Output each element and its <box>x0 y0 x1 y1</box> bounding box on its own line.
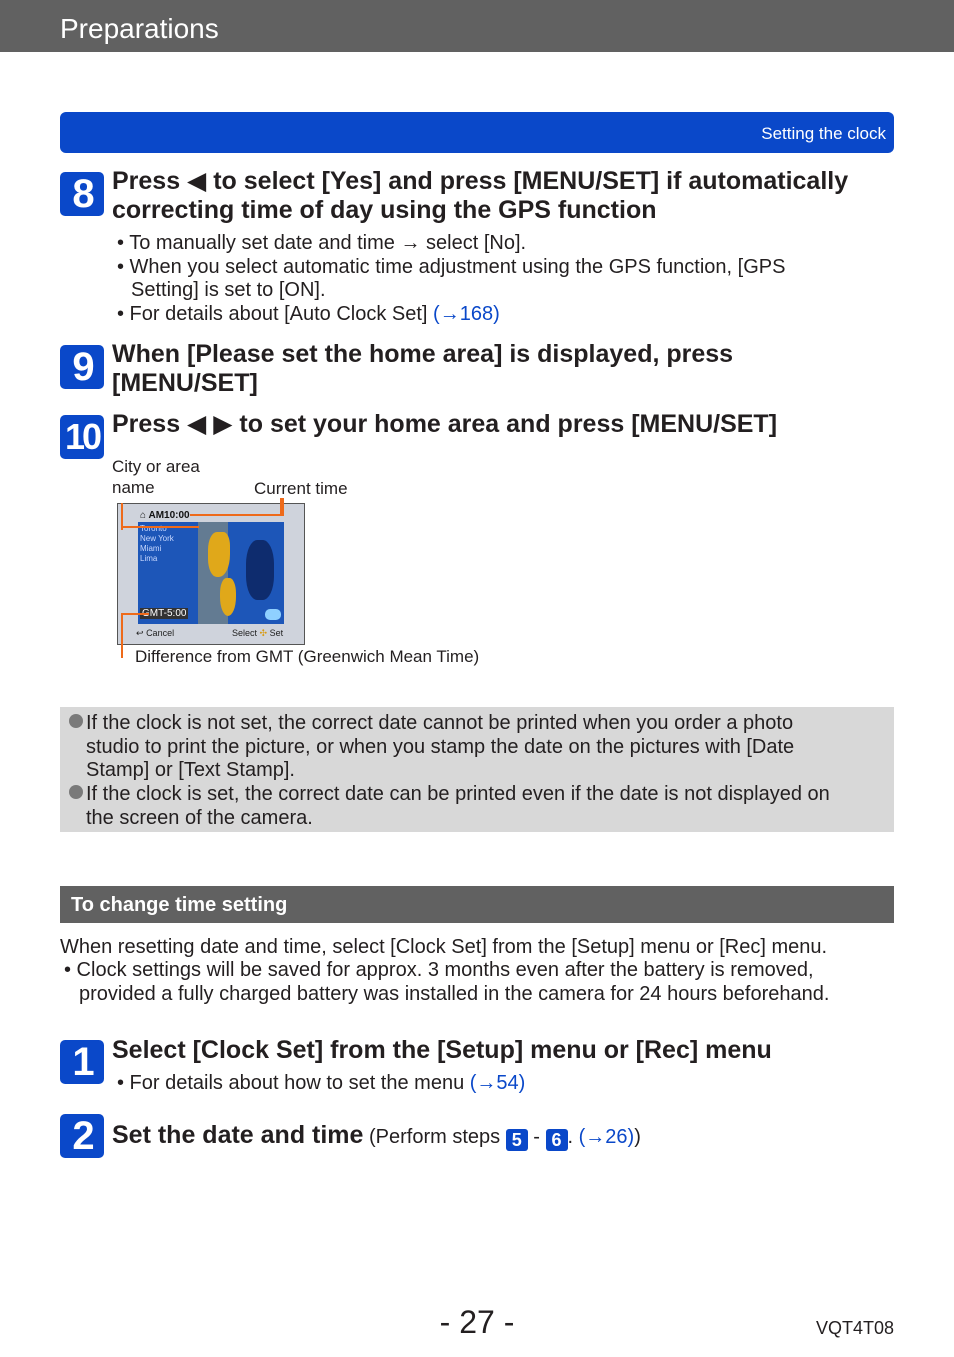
step-2-note-close: ) <box>634 1126 641 1148</box>
section-banner <box>60 112 894 153</box>
page-header-bar <box>0 0 954 52</box>
note-1-line3: Stamp] or [Text Stamp]. <box>86 759 295 781</box>
step-8-bullet-1: • To manually set date and time → select [No]. <box>117 232 527 254</box>
europe-africa-shape <box>246 540 274 600</box>
cancel-hint-label: Cancel <box>146 628 175 638</box>
section-title: To change time setting <box>71 894 288 916</box>
step-number-9: 9 <box>60 345 104 389</box>
step-2-heading <box>112 1121 641 1152</box>
page-header-title: Preparations <box>60 13 219 44</box>
label-city-line2: name <box>112 478 155 497</box>
section-bullet-line2: provided a fully charged battery was installed in the camera for 24 hours beforehand. <box>79 983 830 1005</box>
step-number-10: 10 <box>60 415 104 459</box>
section-banner-label: Setting the clock <box>761 124 886 143</box>
north-america-shape <box>208 532 230 577</box>
note-1 <box>86 712 794 783</box>
step-ref-badge-5: 5 <box>506 1129 528 1151</box>
step-10-heading: Press ◀ ▶ to set your home area and press [MENU/SET] <box>112 410 778 438</box>
select-hint-label: Select <box>232 628 258 638</box>
section-intro: When resetting date and time, select [Clock Set] from the [Setup] menu or [Rec] menu. <box>60 936 828 958</box>
page-ref-168-link[interactable]: (→168) <box>433 303 500 325</box>
label-gmt-difference: Difference from GMT (Greenwich Mean Time) <box>135 647 480 666</box>
cross-key-icon: ✣ <box>259 628 268 638</box>
note-2-line1: If the clock is set, the correct date can be printed even if the date is not displayed on <box>86 783 830 805</box>
home-icon: ⌂ <box>140 510 147 521</box>
note-1-line2: studio to print the picture, or when you stamp the date on the pictures with [Date <box>86 735 795 758</box>
step-8-bullet-3-text: • For details about [Auto Clock Set] <box>117 303 434 325</box>
section-header-bar <box>60 886 894 923</box>
step-1-bullet <box>117 1072 525 1096</box>
city-item: Lima <box>140 554 158 563</box>
bullet-icon <box>69 714 83 728</box>
step-2-note-dot: . <box>567 1126 579 1148</box>
step-9-heading-line1: When [Please set the home area] is displayed, press <box>112 340 734 368</box>
leader-line-time-horizontal <box>190 514 284 516</box>
label-current-time: Current time <box>254 479 348 498</box>
step-8-heading-line2: correcting time of day using the GPS function <box>112 196 657 224</box>
step-2-note-dash: - <box>527 1126 546 1148</box>
page-ref-26-link[interactable]: (→26) <box>578 1126 635 1148</box>
step-8-heading-line1: Press ◀ to select [Yes] and press [MENU/SET] if automatically <box>112 167 849 195</box>
home-time-readout <box>140 510 190 521</box>
step-2-note-pre: (Perform steps <box>363 1126 506 1148</box>
city-item: New York <box>140 534 174 543</box>
page-ref-54-link[interactable]: (→54) <box>469 1072 526 1094</box>
step-ref-badge-6: 6 <box>546 1129 568 1151</box>
city-item: Miami <box>140 544 162 553</box>
step-9-heading-line2: [MENU/SET] <box>112 369 258 397</box>
step-2-title: Set the date and time <box>112 1121 364 1149</box>
label-city-or-area <box>112 456 200 498</box>
page-number: - 27 - <box>439 1304 515 1340</box>
leader-line-city-horizontal <box>121 526 199 528</box>
gmt-offset-readout: GMT-5:00 <box>142 608 187 619</box>
note-1-line1: If the clock is not set, the correct date cannot be printed when you order a photo <box>86 712 794 734</box>
step-2-note <box>363 1126 640 1148</box>
south-america-shape <box>220 578 236 616</box>
step-8-bullet-3 <box>117 303 500 327</box>
step-1-bullet-text: • For details about how to set the menu <box>117 1072 470 1094</box>
step-number-8: 8 <box>60 172 104 216</box>
step-8-bullet-2b: Setting] is set to [ON]. <box>131 279 326 301</box>
city-list <box>140 524 174 564</box>
section-bullet-line1: • Clock settings will be saved for approx. 3 months even after the battery is removed, <box>64 959 814 981</box>
document-code: VQT4T08 <box>815 1318 894 1338</box>
set-hint-label: Set <box>269 628 284 638</box>
step-number-2: 2 <box>60 1114 104 1158</box>
home-time: AM10:00 <box>148 510 190 521</box>
step-number-1: 1 <box>60 1040 104 1084</box>
select-set-hint <box>232 628 283 639</box>
city-item: Toronto <box>140 524 167 533</box>
return-icon: ↩ <box>136 628 144 638</box>
step-8-bullet-2a: • When you select automatic time adjustment using the GPS function, [GPS <box>117 256 786 278</box>
note-2-line2: the screen of the camera. <box>86 806 313 829</box>
step-9-heading <box>112 340 733 398</box>
step-1-heading: Select [Clock Set] from the [Setup] menu or [Rec] menu <box>112 1036 772 1064</box>
step-8-heading <box>112 167 848 225</box>
label-city-line1: City or area <box>112 457 200 476</box>
gps-icon <box>265 609 281 620</box>
bullet-icon <box>69 785 83 799</box>
note-2 <box>86 783 830 830</box>
